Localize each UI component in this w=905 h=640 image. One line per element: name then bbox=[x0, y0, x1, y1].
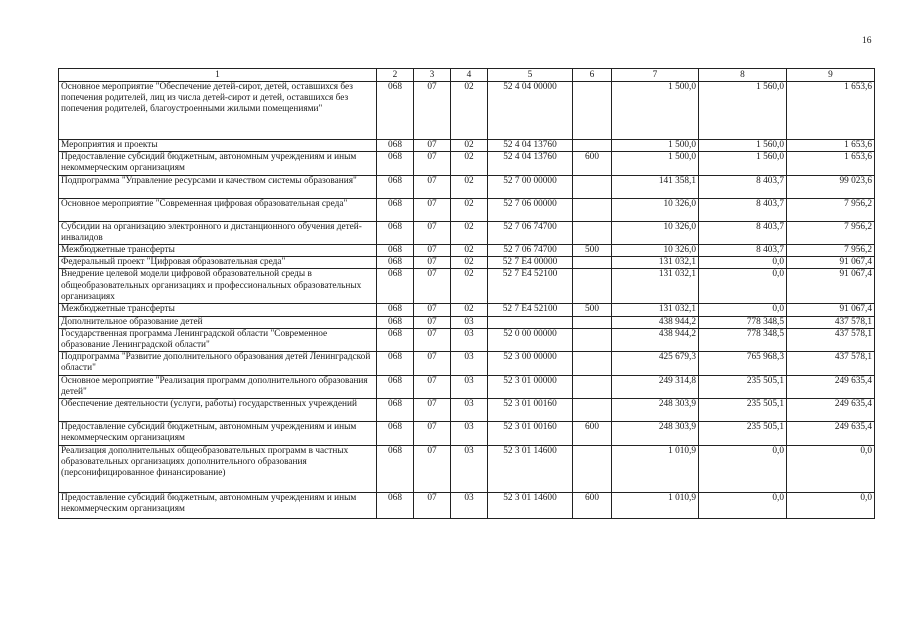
code-ministry: 068 bbox=[377, 221, 414, 244]
amount-col-7: 141 358,1 bbox=[612, 175, 699, 198]
table-row bbox=[59, 352, 875, 375]
table-row bbox=[59, 446, 875, 493]
code-section: 07 bbox=[414, 446, 451, 493]
amount-col-7: 10 326,0 bbox=[612, 198, 699, 221]
code-target: 52 3 01 14600 bbox=[488, 493, 573, 519]
amount-col-7: 248 303,9 bbox=[612, 422, 699, 446]
row-name: Государственная программа Ленинградской области "Современное образование Ленинградской области" bbox=[59, 328, 377, 351]
amount-col-7: 1 500,0 bbox=[612, 140, 699, 152]
row-name: Предоставление субсидий бюджетным, автономным учреждениям и иным некоммерческим организациям bbox=[59, 493, 377, 519]
code-target: 52 7 06 00000 bbox=[488, 198, 573, 221]
code-expense-type: 500 bbox=[573, 304, 612, 316]
amount-col-8: 778 348,5 bbox=[699, 328, 787, 351]
row-name: Межбюджетные трансферты bbox=[59, 304, 377, 316]
amount-col-8: 765 968,3 bbox=[699, 352, 787, 375]
code-target: 52 7 E4 52100 bbox=[488, 304, 573, 316]
amount-col-8: 0,0 bbox=[699, 304, 787, 316]
code-ministry: 068 bbox=[377, 304, 414, 316]
code-ministry: 068 bbox=[377, 245, 414, 257]
code-target: 52 3 01 14600 bbox=[488, 446, 573, 493]
header-cell: 6 bbox=[573, 69, 612, 82]
code-section: 07 bbox=[414, 152, 451, 175]
code-ministry: 068 bbox=[377, 82, 414, 140]
row-name: Подпрограмма "Управление ресурсами и качеством системы образования" bbox=[59, 175, 377, 198]
row-name: Подпрограмма "Развитие дополнительного образования детей Ленинградской области" bbox=[59, 352, 377, 375]
amount-col-8: 0,0 bbox=[699, 269, 787, 304]
code-subsection: 03 bbox=[451, 352, 488, 375]
amount-col-9: 7 956,2 bbox=[787, 221, 875, 244]
code-expense-type bbox=[573, 316, 612, 328]
amount-col-7: 248 303,9 bbox=[612, 399, 699, 422]
row-name: Основное мероприятие "Реализация программ дополнительного образования детей" bbox=[59, 375, 377, 398]
amount-col-7: 1 010,9 bbox=[612, 493, 699, 519]
code-target: 52 0 00 00000 bbox=[488, 328, 573, 351]
header-cell: 1 bbox=[59, 69, 377, 82]
amount-col-7: 10 326,0 bbox=[612, 245, 699, 257]
amount-col-8: 235 505,1 bbox=[699, 422, 787, 446]
code-ministry: 068 bbox=[377, 269, 414, 304]
row-name: Предоставление субсидий бюджетным, автономным учреждениям и иным некоммерческим организациям bbox=[59, 152, 377, 175]
code-subsection: 02 bbox=[451, 257, 488, 269]
code-target: 52 4 04 00000 bbox=[488, 82, 573, 140]
row-name: Предоставление субсидий бюджетным, автономным учреждениям и иным некоммерческим организациям bbox=[59, 422, 377, 446]
amount-col-7: 131 032,1 bbox=[612, 304, 699, 316]
row-name: Обеспечение деятельности (услуги, работы) государственных учреждений bbox=[59, 399, 377, 422]
amount-col-9: 249 635,4 bbox=[787, 422, 875, 446]
row-name: Внедрение целевой модели цифровой образовательной среды в общеобразовательных организациях и профессиональных образовательных организациях bbox=[59, 269, 377, 304]
table-row bbox=[59, 422, 875, 446]
code-subsection: 02 bbox=[451, 175, 488, 198]
amount-col-9: 0,0 bbox=[787, 446, 875, 493]
amount-col-9: 7 956,2 bbox=[787, 198, 875, 221]
amount-col-9: 437 578,1 bbox=[787, 352, 875, 375]
row-name: Субсидии на организацию электронного и дистанционного обучения детей-инвалидов bbox=[59, 221, 377, 244]
code-expense-type bbox=[573, 399, 612, 422]
code-section: 07 bbox=[414, 198, 451, 221]
row-name: Мероприятия и проекты bbox=[59, 140, 377, 152]
code-section: 07 bbox=[414, 269, 451, 304]
code-target: 52 4 04 13760 bbox=[488, 152, 573, 175]
code-section: 07 bbox=[414, 422, 451, 446]
table-row bbox=[59, 140, 875, 152]
code-subsection: 03 bbox=[451, 422, 488, 446]
code-expense-type bbox=[573, 82, 612, 140]
amount-col-7: 425 679,3 bbox=[612, 352, 699, 375]
code-ministry: 068 bbox=[377, 399, 414, 422]
row-name: Основное мероприятие "Обеспечение детей-сирот, детей, оставшихся без попечения родителей, лиц из числа детей-сирот и детей, оставшихся без попечения родителей, благоустроенными жилыми помещениями" bbox=[59, 82, 377, 140]
code-section: 07 bbox=[414, 221, 451, 244]
amount-col-8: 0,0 bbox=[699, 257, 787, 269]
amount-col-8: 8 403,7 bbox=[699, 175, 787, 198]
header-cell: 7 bbox=[612, 69, 699, 82]
amount-col-9: 91 067,4 bbox=[787, 304, 875, 316]
amount-col-7: 1 010,9 bbox=[612, 446, 699, 493]
amount-col-9: 1 653,6 bbox=[787, 82, 875, 140]
code-ministry: 068 bbox=[377, 152, 414, 175]
code-expense-type bbox=[573, 328, 612, 351]
amount-col-8: 0,0 bbox=[699, 446, 787, 493]
code-ministry: 068 bbox=[377, 316, 414, 328]
code-section: 07 bbox=[414, 316, 451, 328]
header-cell: 8 bbox=[699, 69, 787, 82]
code-subsection: 03 bbox=[451, 375, 488, 398]
table-row bbox=[59, 328, 875, 351]
amount-col-9: 1 653,6 bbox=[787, 152, 875, 175]
code-expense-type: 600 bbox=[573, 152, 612, 175]
table-row bbox=[59, 304, 875, 316]
code-target: 52 3 00 00000 bbox=[488, 352, 573, 375]
amount-col-9: 437 578,1 bbox=[787, 328, 875, 351]
amount-col-7: 438 944,2 bbox=[612, 316, 699, 328]
amount-col-8: 235 505,1 bbox=[699, 399, 787, 422]
amount-col-7: 1 500,0 bbox=[612, 82, 699, 140]
code-subsection: 02 bbox=[451, 82, 488, 140]
code-target: 52 7 06 74700 bbox=[488, 245, 573, 257]
code-expense-type bbox=[573, 198, 612, 221]
header-cell: 2 bbox=[377, 69, 414, 82]
header-cell: 3 bbox=[414, 69, 451, 82]
code-subsection: 03 bbox=[451, 446, 488, 493]
code-target: 52 7 06 74700 bbox=[488, 221, 573, 244]
code-ministry: 068 bbox=[377, 352, 414, 375]
amount-col-8: 8 403,7 bbox=[699, 221, 787, 244]
amount-col-8: 8 403,7 bbox=[699, 198, 787, 221]
header-cell: 9 bbox=[787, 69, 875, 82]
code-expense-type: 600 bbox=[573, 422, 612, 446]
table-row bbox=[59, 175, 875, 198]
row-name: Реализация дополнительных общеобразовательных программ в частных образовательных организациях дополнительного образования (персонифицированное финансирование) bbox=[59, 446, 377, 493]
code-section: 07 bbox=[414, 375, 451, 398]
code-ministry: 068 bbox=[377, 446, 414, 493]
table-row bbox=[59, 493, 875, 519]
table-row bbox=[59, 152, 875, 175]
code-subsection: 03 bbox=[451, 328, 488, 351]
code-subsection: 02 bbox=[451, 198, 488, 221]
amount-col-8: 1 560,0 bbox=[699, 140, 787, 152]
header-cell: 5 bbox=[488, 69, 573, 82]
amount-col-7: 1 500,0 bbox=[612, 152, 699, 175]
code-subsection: 03 bbox=[451, 316, 488, 328]
table-row bbox=[59, 257, 875, 269]
code-expense-type bbox=[573, 257, 612, 269]
amount-col-9: 91 067,4 bbox=[787, 269, 875, 304]
code-section: 07 bbox=[414, 82, 451, 140]
table-row bbox=[59, 269, 875, 304]
amount-col-9: 7 956,2 bbox=[787, 245, 875, 257]
code-target: 52 3 01 00160 bbox=[488, 399, 573, 422]
table-row bbox=[59, 316, 875, 328]
code-expense-type bbox=[573, 375, 612, 398]
code-expense-type bbox=[573, 269, 612, 304]
row-name: Основное мероприятие "Современная цифровая образовательная среда" bbox=[59, 198, 377, 221]
code-target: 52 7 E4 52100 bbox=[488, 269, 573, 304]
header-cell: 4 bbox=[451, 69, 488, 82]
code-ministry: 068 bbox=[377, 328, 414, 351]
code-target: 52 7 00 00000 bbox=[488, 175, 573, 198]
code-target bbox=[488, 316, 573, 328]
page-number: 16 bbox=[862, 36, 872, 46]
amount-col-8: 8 403,7 bbox=[699, 245, 787, 257]
code-target: 52 3 01 00000 bbox=[488, 375, 573, 398]
code-subsection: 02 bbox=[451, 140, 488, 152]
amount-col-7: 131 032,1 bbox=[612, 269, 699, 304]
code-ministry: 068 bbox=[377, 375, 414, 398]
code-section: 07 bbox=[414, 140, 451, 152]
code-ministry: 068 bbox=[377, 257, 414, 269]
code-expense-type: 500 bbox=[573, 245, 612, 257]
code-ministry: 068 bbox=[377, 198, 414, 221]
code-ministry: 068 bbox=[377, 140, 414, 152]
table-row bbox=[59, 198, 875, 221]
amount-col-8: 235 505,1 bbox=[699, 375, 787, 398]
amount-col-8: 1 560,0 bbox=[699, 152, 787, 175]
code-subsection: 03 bbox=[451, 493, 488, 519]
code-expense-type: 600 bbox=[573, 493, 612, 519]
amount-col-7: 438 944,2 bbox=[612, 328, 699, 351]
code-expense-type bbox=[573, 140, 612, 152]
amount-col-9: 249 635,4 bbox=[787, 399, 875, 422]
code-subsection: 02 bbox=[451, 221, 488, 244]
code-target: 52 7 E4 00000 bbox=[488, 257, 573, 269]
code-subsection: 02 bbox=[451, 269, 488, 304]
code-target: 52 3 01 00160 bbox=[488, 422, 573, 446]
code-expense-type bbox=[573, 446, 612, 493]
amount-col-9: 1 653,6 bbox=[787, 140, 875, 152]
code-subsection: 03 bbox=[451, 399, 488, 422]
amount-col-7: 131 032,1 bbox=[612, 257, 699, 269]
amount-col-9: 91 067,4 bbox=[787, 257, 875, 269]
row-name: Федеральный проект "Цифровая образовательная среда" bbox=[59, 257, 377, 269]
amount-col-9: 437 578,1 bbox=[787, 316, 875, 328]
code-ministry: 068 bbox=[377, 175, 414, 198]
code-subsection: 02 bbox=[451, 245, 488, 257]
row-name: Межбюджетные трансферты bbox=[59, 245, 377, 257]
code-ministry: 068 bbox=[377, 422, 414, 446]
code-section: 07 bbox=[414, 175, 451, 198]
amount-col-8: 1 560,0 bbox=[699, 82, 787, 140]
code-expense-type bbox=[573, 352, 612, 375]
amount-col-9: 249 635,4 bbox=[787, 375, 875, 398]
amount-col-9: 99 023,6 bbox=[787, 175, 875, 198]
code-section: 07 bbox=[414, 352, 451, 375]
code-section: 07 bbox=[414, 304, 451, 316]
code-subsection: 02 bbox=[451, 152, 488, 175]
table-row bbox=[59, 245, 875, 257]
table-row bbox=[59, 82, 875, 140]
budget-table bbox=[58, 68, 875, 519]
code-section: 07 bbox=[414, 257, 451, 269]
code-ministry: 068 bbox=[377, 493, 414, 519]
code-section: 07 bbox=[414, 399, 451, 422]
code-expense-type bbox=[573, 175, 612, 198]
amount-col-9: 0,0 bbox=[787, 493, 875, 519]
header-row bbox=[59, 69, 875, 82]
code-subsection: 02 bbox=[451, 304, 488, 316]
table-row bbox=[59, 375, 875, 398]
table-row bbox=[59, 221, 875, 244]
amount-col-8: 0,0 bbox=[699, 493, 787, 519]
amount-col-8: 778 348,5 bbox=[699, 316, 787, 328]
code-target: 52 4 04 13760 bbox=[488, 140, 573, 152]
row-name: Дополнительное образование детей bbox=[59, 316, 377, 328]
code-section: 07 bbox=[414, 328, 451, 351]
amount-col-7: 249 314,8 bbox=[612, 375, 699, 398]
code-section: 07 bbox=[414, 245, 451, 257]
code-section: 07 bbox=[414, 493, 451, 519]
table-row bbox=[59, 399, 875, 422]
amount-col-7: 10 326,0 bbox=[612, 221, 699, 244]
code-expense-type bbox=[573, 221, 612, 244]
